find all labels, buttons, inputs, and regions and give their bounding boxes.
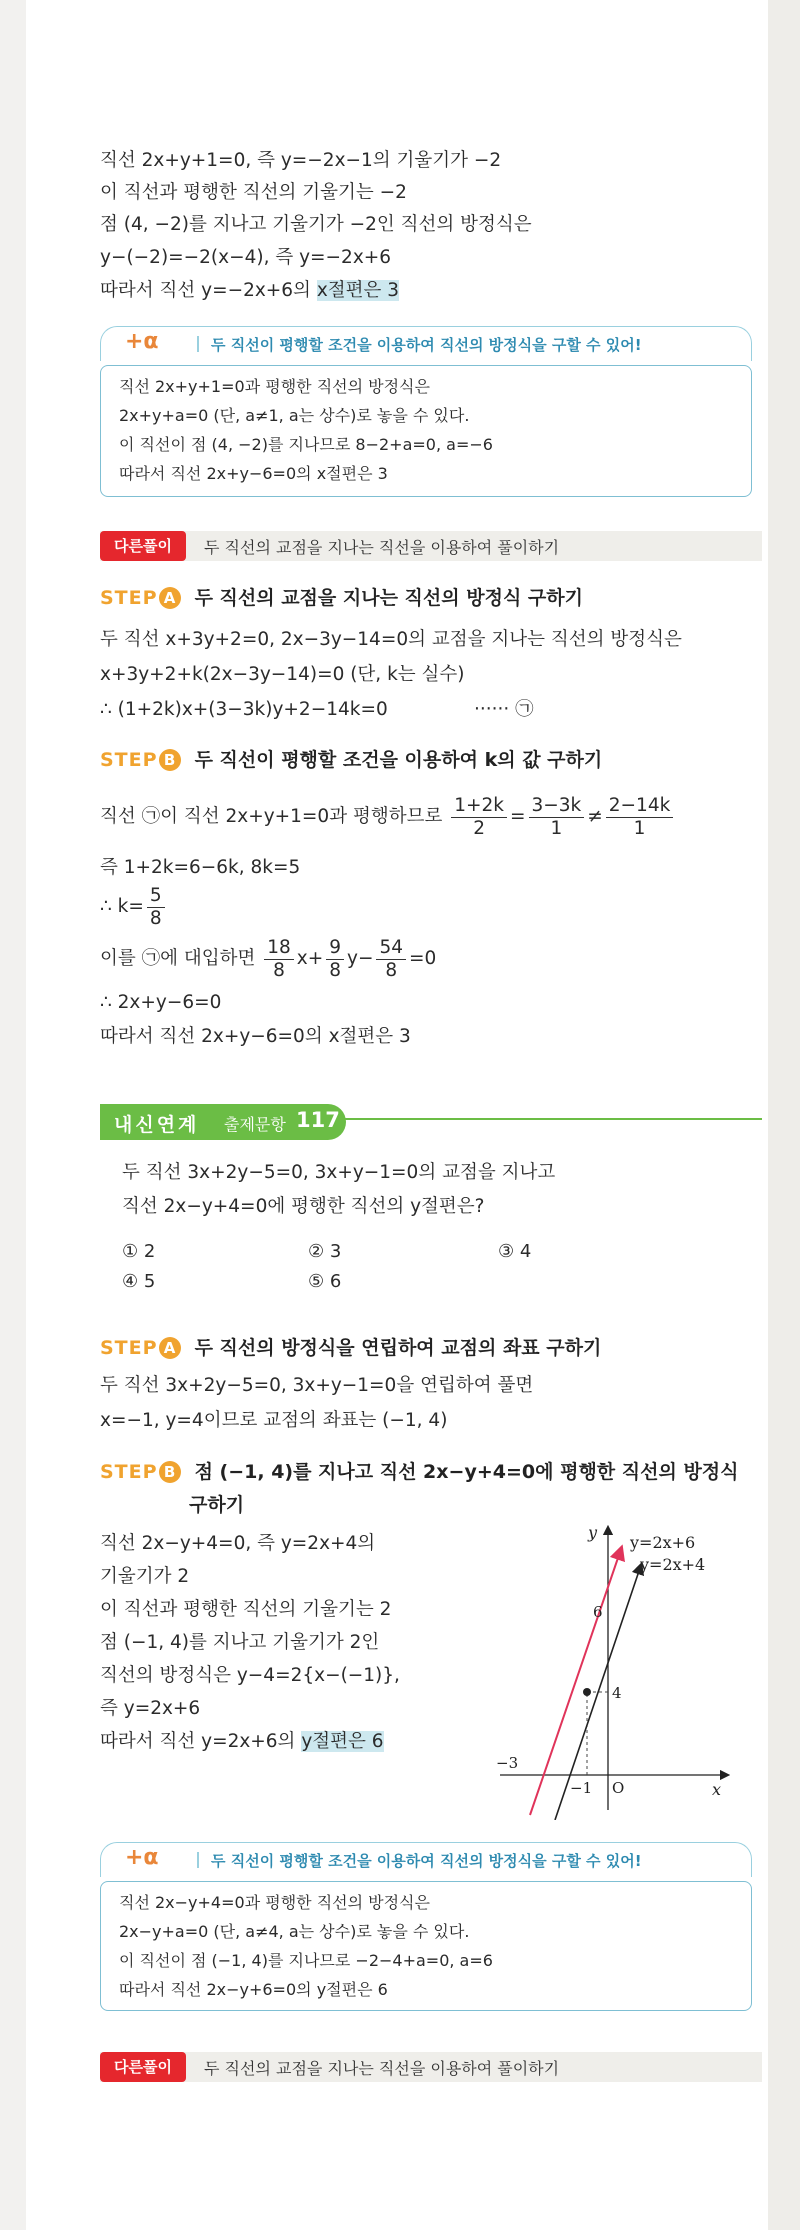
tip1-box bbox=[100, 365, 752, 497]
step-b2-line-3: 이 직선과 평행한 직선의 기울기는 2 bbox=[100, 1599, 392, 1620]
not-equal-sign: ≠ bbox=[587, 806, 603, 827]
alt2-text: 두 직선의 교점을 지나는 직선을 이용하여 풀이하기 bbox=[204, 2059, 560, 2078]
tip2-line-3: 이 직선이 점 (−1, 4)를 지나므로 −2−4+a=0, a=6 bbox=[119, 1951, 493, 1970]
exam-question-line-2: 직선 2x−y+4=0에 평행한 직선의 y절편은? bbox=[122, 1196, 485, 1217]
line-graph bbox=[490, 1520, 730, 1820]
exam-badge bbox=[100, 1104, 346, 1140]
step-a1-line-3: ∴ (1+2k)x+(3−3k)y+2−14k=0 bbox=[100, 699, 388, 720]
step-a1-letter: A bbox=[159, 587, 181, 609]
sub-fraction-2-num: 9 bbox=[326, 937, 344, 960]
tip1-line-2: 2x+y+a=0 (단, a≠1, a는 상수)로 놓을 수 있다. bbox=[119, 406, 470, 425]
step-b2-answer-highlight: y절편은 6 bbox=[301, 1731, 384, 1752]
tip1-title: 두 직선이 평행할 조건을 이용하여 직선의 방정식을 구할 수 있어! bbox=[211, 336, 642, 354]
sol1-line-5 bbox=[100, 278, 399, 304]
step-b1-line-4 bbox=[100, 932, 436, 986]
step-b2-line-2: 기울기가 2 bbox=[100, 1566, 190, 1587]
step-a2-heading bbox=[100, 1333, 601, 1360]
step-b2-heading bbox=[100, 1457, 739, 1484]
x-axis-label: x bbox=[712, 1780, 722, 1799]
fraction-1 bbox=[451, 795, 507, 840]
step-b2-heading-cont bbox=[189, 1490, 244, 1517]
tip1-line-1: 직선 2x+y+1=0과 평행한 직선의 방정식은 bbox=[119, 377, 430, 396]
step-b1-heading bbox=[100, 745, 602, 772]
tip1-line-4: 따라서 직선 2x+y−6=0의 x절편은 3 bbox=[119, 464, 388, 483]
step-a2-line-1: 두 직선 3x+2y−5=0, 3x+y−1=0을 연립하여 풀면 bbox=[100, 1375, 534, 1396]
tip2-title: 두 직선이 평행할 조건을 이용하여 직선의 방정식을 구할 수 있어! bbox=[211, 1852, 642, 1870]
exam-problem-number: 117 bbox=[296, 1108, 340, 1132]
step-a1-heading bbox=[100, 583, 583, 610]
sub-fraction-3 bbox=[376, 937, 406, 982]
sol1-conclusion-lead: 따라서 직선 y=−2x+6의 bbox=[100, 280, 317, 301]
tip2-line-1: 직선 2x−y+4=0과 평행한 직선의 방정식은 bbox=[119, 1893, 430, 1912]
label-y2x4: y=2x+4 bbox=[640, 1555, 706, 1574]
fraction-3-den: 1 bbox=[633, 817, 646, 839]
step-b2-line-7 bbox=[100, 1729, 384, 1755]
step-b2-line-4: 점 (−1, 4)를 지나고 기울기가 2인 bbox=[100, 1632, 380, 1653]
k-fraction bbox=[147, 885, 165, 930]
sub-fraction-3-den: 8 bbox=[385, 959, 398, 981]
plus-alpha-icon: +α bbox=[125, 329, 159, 354]
exam-badge-title: 내신연계 bbox=[114, 1114, 200, 1136]
sol1-line-2: 이 직선과 평행한 직선의 기울기는 −2 bbox=[100, 182, 407, 203]
step-b1-word: STEP bbox=[100, 749, 158, 771]
substitute-text: 이를 ㉠에 대입하면 bbox=[100, 948, 256, 969]
exam-badge-subtitle: 출제문항 bbox=[224, 1115, 286, 1134]
choice-1: ① 2 bbox=[122, 1241, 156, 1262]
fraction-1-num: 1+2k bbox=[451, 795, 507, 818]
k-fraction-den: 8 bbox=[149, 907, 162, 929]
sol1-line-4: y−(−2)=−2(x−4), 즉 y=−2x+6 bbox=[100, 247, 392, 268]
step-b2-word: STEP bbox=[100, 1461, 158, 1483]
step-a2-title: 두 직선의 방정식을 연립하여 교점의 좌표 구하기 bbox=[194, 1337, 602, 1359]
choice-2: ② 3 bbox=[308, 1241, 342, 1262]
step-b1-line-1 bbox=[100, 790, 676, 844]
step-b2-title-2: 구하기 bbox=[189, 1494, 245, 1516]
sub-term-3: =0 bbox=[409, 948, 437, 969]
sub-fraction-1-den: 8 bbox=[273, 959, 285, 981]
page-edge-strip bbox=[768, 0, 800, 2230]
alt2-bar bbox=[100, 2052, 762, 2082]
step-b1-title: 두 직선이 평행할 조건을 이용하여 k의 값 구하기 bbox=[194, 749, 603, 771]
fraction-2-den: 1 bbox=[550, 817, 563, 839]
step-a1-word: STEP bbox=[100, 587, 158, 609]
origin-label: O bbox=[612, 1779, 625, 1797]
fraction-3-num: 2−14k bbox=[606, 795, 674, 818]
tip2-header bbox=[100, 1842, 752, 1877]
tip2-line-2: 2x−y+a=0 (단, a≠4, a는 상수)로 놓을 수 있다. bbox=[119, 1922, 470, 1941]
sub-term-1: x+ bbox=[296, 948, 324, 969]
step-b2-line-5: 직선의 방정식은 y−4=2{x−(−1)}, bbox=[100, 1665, 400, 1686]
y-axis-label: y bbox=[588, 1523, 598, 1542]
tip1-header bbox=[100, 326, 752, 361]
exam-question-line-1: 두 직선 3x+2y−5=0, 3x+y−1=0의 교점을 지나고 bbox=[122, 1162, 556, 1183]
step-b2-title-1: 점 (−1, 4)를 지나고 직선 2x−y+4=0에 평행한 직선의 방정식 bbox=[194, 1461, 739, 1483]
step-a1-line-2: x+3y+2+k(2x−3y−14)=0 (단, k는 실수) bbox=[100, 664, 465, 685]
sol1-line-1: 직선 2x+y+1=0, 즉 y=−2x−1의 기울기가 −2 bbox=[100, 150, 502, 171]
fraction-2-num: 3−3k bbox=[529, 795, 585, 818]
step-a1-line-1: 두 직선 x+3y+2=0, 2x−3y−14=0의 교점을 지나는 직선의 방정식은 bbox=[100, 629, 682, 650]
intersection-point bbox=[583, 1688, 591, 1696]
choice-4: ④ 5 bbox=[122, 1271, 156, 1292]
k-fraction-num: 5 bbox=[147, 885, 165, 908]
tip2-line-4: 따라서 직선 2x−y+6=0의 y절편은 6 bbox=[119, 1980, 388, 1999]
sol1-line-3: 점 (4, −2)를 지나고 기울기가 −2인 직선의 방정식은 bbox=[100, 214, 532, 235]
tick-4: 4 bbox=[612, 1684, 622, 1702]
equals-sign: = bbox=[509, 806, 526, 827]
alt2-badge: 다른풀이 bbox=[100, 2052, 186, 2082]
step-b1-line-3 bbox=[100, 880, 168, 934]
sub-fraction-2-den: 8 bbox=[329, 959, 342, 981]
step-a2-letter: A bbox=[159, 1337, 181, 1359]
alt1-text: 두 직선의 교점을 지나는 직선을 이용하여 풀이하기 bbox=[204, 538, 560, 557]
sub-fraction-2 bbox=[326, 937, 344, 982]
sub-fraction-1-num: 18 bbox=[264, 937, 294, 960]
tip2-box bbox=[100, 1881, 752, 2011]
alt1-badge: 다른풀이 bbox=[100, 531, 186, 561]
step-b1-line-5: ∴ 2x+y−6=0 bbox=[100, 992, 222, 1013]
step-a2-line-2: x=−1, y=4이므로 교점의 좌표는 (−1, 4) bbox=[100, 1410, 448, 1431]
step-b2-line-1: 직선 2x−y+4=0, 즉 y=2x+4의 bbox=[100, 1533, 376, 1554]
step-b1-letter: B bbox=[159, 749, 181, 771]
tick-minus-1: −1 bbox=[570, 1779, 593, 1797]
step-b2-conclusion-lead: 따라서 직선 y=2x+6의 bbox=[100, 1731, 302, 1752]
fraction-2 bbox=[529, 795, 585, 840]
tick-6: 6 bbox=[593, 1603, 603, 1621]
tick-minus-3: −3 bbox=[496, 1754, 519, 1772]
choice-3: ③ 4 bbox=[498, 1241, 532, 1262]
choice-5: ⑤ 6 bbox=[308, 1271, 342, 1292]
step-a1-title: 두 직선의 교점을 지나는 직선의 방정식 구하기 bbox=[194, 587, 583, 609]
plus-alpha-icon: +α bbox=[125, 1845, 159, 1870]
tip1-line-3: 이 직선이 점 (4, −2)를 지나므로 8−2+a=0, a=−6 bbox=[119, 435, 493, 454]
fraction-1-den: 2 bbox=[473, 817, 485, 839]
step-a2-word: STEP bbox=[100, 1337, 158, 1359]
step-a1-equation-tag: ······ ㉠ bbox=[474, 699, 534, 720]
sol1-answer-highlight: x절편은 3 bbox=[316, 280, 400, 301]
sub-fraction-1 bbox=[264, 937, 294, 982]
fraction-3 bbox=[606, 795, 674, 840]
sub-fraction-3-num: 54 bbox=[376, 937, 406, 960]
step-b1-line-6: 따라서 직선 2x+y−6=0의 x절편은 3 bbox=[100, 1026, 411, 1047]
alt1-bar bbox=[100, 531, 762, 561]
step-b2-line-6: 즉 y=2x+6 bbox=[100, 1698, 201, 1719]
step-b1-parallel-text: 직선 ㉠이 직선 2x+y+1=0과 평행하므로 bbox=[100, 806, 443, 827]
label-y2x6: y=2x+6 bbox=[630, 1533, 696, 1552]
step-b1-line-2: 즉 1+2k=6−6k, 8k=5 bbox=[100, 857, 301, 878]
step-b2-letter: B bbox=[159, 1461, 181, 1483]
k-value-text: ∴ k= bbox=[100, 896, 144, 917]
sub-term-2: y− bbox=[347, 948, 374, 969]
